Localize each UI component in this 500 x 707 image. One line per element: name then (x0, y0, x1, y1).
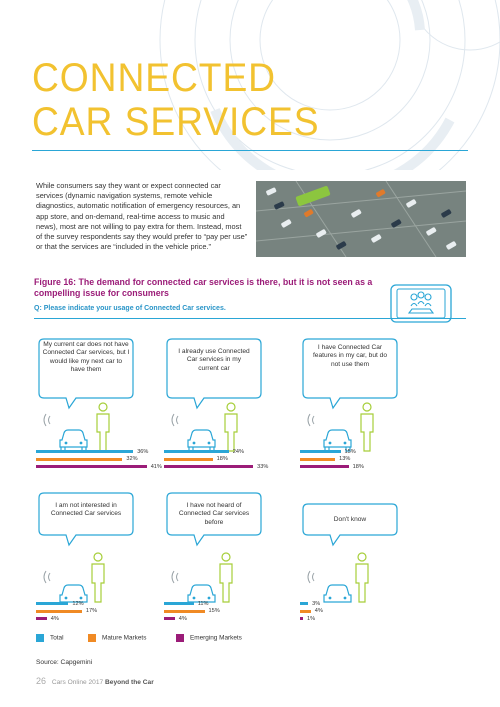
bar-emerging-6 (300, 617, 303, 620)
car-person-illustration (164, 537, 292, 627)
value-label-total-3: 15% (344, 448, 356, 455)
legend-swatch-total (36, 634, 44, 642)
bar-mature-3 (300, 458, 335, 461)
bar-emerging-4 (36, 617, 47, 620)
car-person-illustration (36, 400, 164, 490)
bar-mature-4 (36, 610, 82, 613)
survey-question: Q: Please indicate your usage of Connected Car services. (34, 305, 226, 312)
bar-total-6 (300, 602, 308, 605)
value-label-emerging-3: 18% (352, 463, 364, 470)
bar-total-2 (164, 450, 229, 453)
bar-mature-5 (164, 610, 205, 613)
panel-label: I am not interested in Connected Car services (50, 502, 122, 518)
value-label-total-5: 11% (197, 600, 209, 607)
panel-label: I have Connected Car features in my car, but do not use them (312, 344, 388, 368)
bar-mature-6 (300, 610, 311, 613)
bar-mature-2 (164, 458, 213, 461)
page-number: 26 (36, 676, 47, 686)
legend-label-mature: Mature Markets (102, 634, 147, 642)
legend-item-total (36, 634, 64, 642)
value-label-mature-4: 17% (85, 608, 98, 614)
value-label-mature-1: 32% (126, 456, 138, 462)
title-line-2: CAR SERVICES (32, 100, 320, 144)
page-title (32, 56, 320, 144)
value-label-mature-6: 4% (314, 608, 323, 614)
panel-label: Don't know (333, 516, 367, 523)
bar-emerging-2 (164, 465, 253, 468)
value-label-mature-2: 18% (216, 456, 228, 462)
car-person-illustration (36, 537, 164, 627)
bar-total-4 (36, 602, 68, 605)
value-label-total-2: 24% (232, 448, 244, 455)
panel-6 (300, 492, 428, 642)
panel-label: I already use Connected Car services in my current car (178, 348, 250, 372)
page-footer (36, 676, 154, 686)
value-label-emerging-5: 4% (178, 615, 187, 622)
car-person-illustration (164, 400, 292, 490)
bar-total-1 (36, 450, 133, 453)
bar-mature-1 (36, 458, 122, 461)
publication-name: Cars Online 2017 (51, 679, 104, 686)
value-label-emerging-1: 41% (150, 463, 162, 470)
value-label-total-4: 12% (72, 600, 84, 607)
bar-emerging-5 (164, 617, 175, 620)
legend-swatch-emerging (176, 634, 184, 642)
car-person-illustration (300, 400, 428, 490)
bar-total-3 (300, 450, 341, 453)
legend-item-mature (88, 634, 146, 642)
intro-paragraph: While consumers say they want or expect connected car services (dynamic navigation systems, remote vehicle diagnostics, automatic notification of emergency resources, an app store, and on-demand, real-time access to music and news), most are not willing to pay extra for them. Instead, most of the survey respondents say they would prefer to “pay per use” or that the services are “included in the vehicle price.” (36, 181, 248, 252)
value-label-mature-5: 15% (208, 608, 220, 614)
publication-subtitle: Beyond the Car (105, 679, 154, 686)
value-label-mature-3: 13% (339, 456, 351, 462)
value-label-emerging-6: 1% (307, 615, 316, 622)
figure-title: Figure 16: The demand for connected car services is there, but it is not seen as a compelling issue for consumers (34, 277, 373, 298)
panel-label: I have not heard of Connected Car services before (178, 502, 250, 526)
title-divider (32, 150, 468, 151)
legend-label-emerging: Emerging Markets (190, 634, 242, 642)
bar-emerging-3 (300, 465, 349, 468)
bar-total-5 (164, 602, 194, 605)
value-label-emerging-4: 4% (50, 615, 59, 622)
title-line-1: CONNECTED (32, 56, 276, 100)
legend-swatch-mature (88, 634, 96, 642)
legend-label-total: Total (50, 634, 64, 642)
legend-item-emerging (176, 634, 242, 642)
tablet-car-icon (385, 280, 457, 326)
value-label-emerging-2: 33% (257, 463, 269, 470)
parking-lot-photo (256, 181, 466, 257)
value-label-total-1: 36% (137, 448, 149, 455)
source-note: Source: Capgemini (36, 659, 93, 666)
panel-label: My current car does not have Connected Car services, but I would like my next car to have them (42, 341, 130, 374)
bar-emerging-1 (36, 465, 147, 468)
value-label-total-6: 3% (312, 600, 321, 607)
